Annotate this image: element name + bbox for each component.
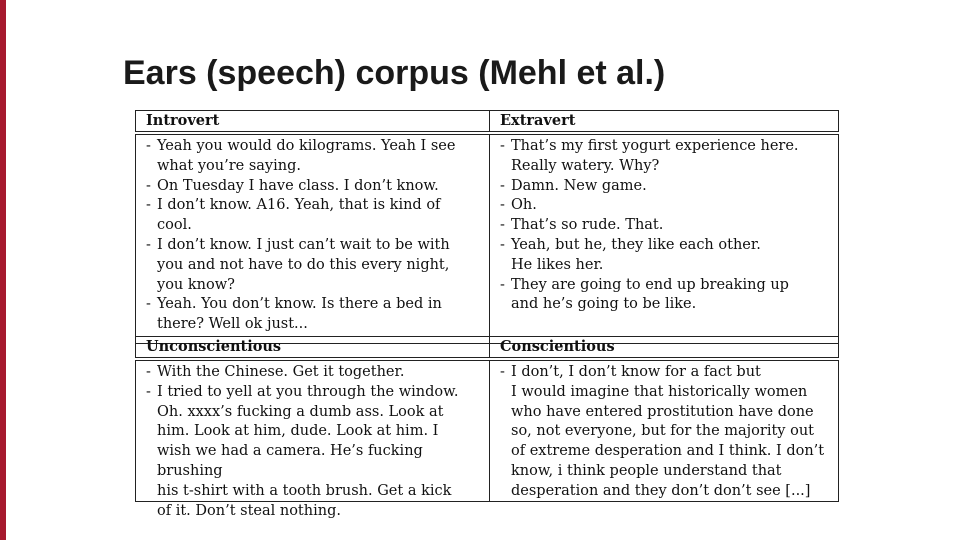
utterance: - I don’t know. A16. Yeah, that is kind of cool. <box>146 196 479 236</box>
extravert-heading: Extravert <box>500 112 576 129</box>
table-body-row <box>135 360 839 519</box>
unconscientious-utterances <box>146 363 479 521</box>
unconscientious-cell <box>136 361 490 519</box>
utterance: - Oh. <box>500 196 828 216</box>
utterance: - I don’t, I don’t know for a fact but I would imagine that historically women who have entered prostitution have done so, not everyone, but for the majority out of extreme desperation and I think. I don’t know, i think people understand that desperation and they don’t don’t see [...] <box>500 363 828 502</box>
utterance: - Yeah you would do kilograms. Yeah I see what you’re saying. <box>146 137 479 177</box>
utterance: - Yeah, but he, they like each other. He likes her. <box>500 236 828 276</box>
extravert-utterances <box>500 137 828 315</box>
utterance: - I don’t know. I just can’t wait to be with you and not have to do this every night, you know? <box>146 236 479 295</box>
introvert-heading: Introvert <box>136 111 490 131</box>
table-header-row <box>135 336 839 358</box>
introvert-utterances <box>146 137 479 335</box>
accent-side-bar <box>0 0 6 540</box>
unconscientious-heading: Unconscientious <box>136 337 490 357</box>
corpus-excerpt-table <box>135 110 839 519</box>
utterance: - That’s my first yogurt experience here. Really watery. Why? <box>500 137 828 177</box>
slide-title: Ears (speech) corpus (Mehl et al.) <box>123 54 666 92</box>
utterance: - With the Chinese. Get it together. <box>146 363 479 383</box>
utterance: - That’s so rude. That. <box>500 216 828 236</box>
table-body-row <box>135 134 839 344</box>
table-header-row <box>135 110 839 132</box>
extravert-cell <box>490 135 838 343</box>
utterance: - Yeah. You don’t know. Is there a bed in there? Well ok just... <box>146 295 479 335</box>
introvert-cell <box>136 135 490 343</box>
conscientious-cell <box>490 361 838 501</box>
conscientious-utterances <box>500 363 828 502</box>
utterance: - They are going to end up breaking up and he’s going to be like. <box>500 276 828 316</box>
utterance: - I tried to yell at you through the window. Oh. xxxx’s fucking a dumb ass. Look at him. Look at him, dude. Look at him. I wish we had a camera. He’s fucking brushing his t-shirt with a tooth brush. Get a kick of it. Don’t steal nothing. <box>146 383 479 522</box>
utterance: - On Tuesday I have class. I don’t know. <box>146 177 479 197</box>
utterance: - Damn. New game. <box>500 177 828 197</box>
conscientious-heading: Conscientious <box>500 338 615 355</box>
